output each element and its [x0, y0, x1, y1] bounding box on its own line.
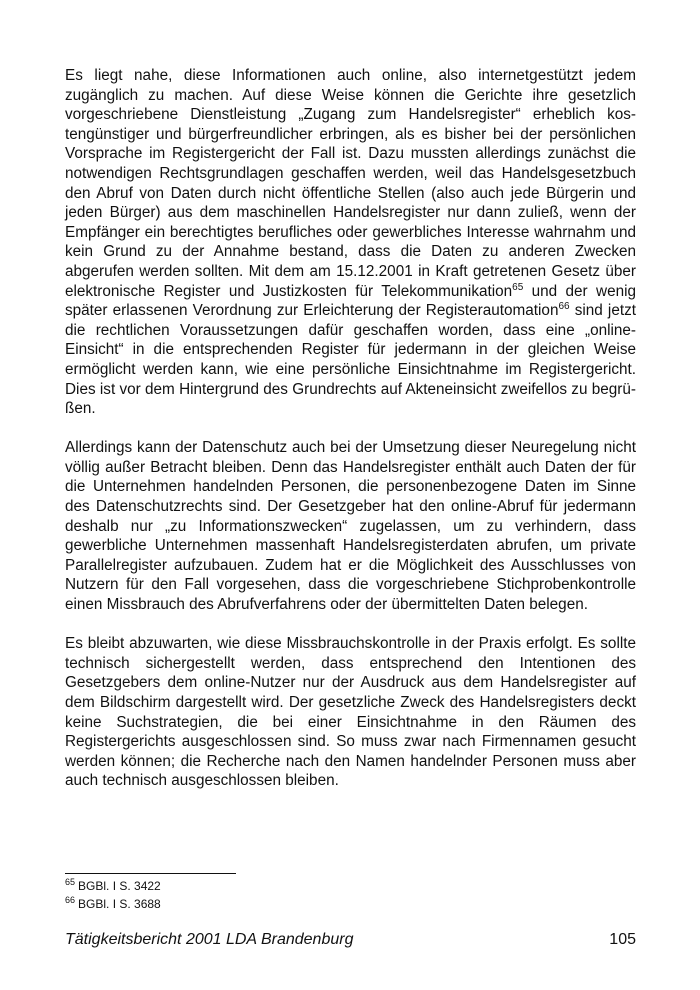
- footnote-ref-65: 65: [512, 281, 524, 293]
- footer-title: Tätigkeitsbericht 2001 LDA Brandenburg: [65, 931, 354, 948]
- footnote-text: BGBl. I S. 3422: [78, 879, 161, 893]
- footnote-number: 65: [65, 877, 76, 887]
- paragraph-1-text-b: und der wenig später erlassenen Verordnung zur Erleichterung der Registerautomation: [65, 282, 636, 320]
- footnote-text: BGBl. I S. 3688: [78, 897, 161, 911]
- paragraph-1-text-a: Es liegt nahe, diese Informationen auch online, also internetgestützt jedem zugänglich zu machen. Auf diese Weise können die Gerichte ihre gesetzlich vorgeschriebene Dienstleistung „Zugang zum Handelsregister“ erheblich kostengünstiger und bürgerfreundlicher erbringen, als es bisher bei der persönlichen Vorsprache im Registergericht der Fall ist. Dazu mussten allerdings zunächst die notwendigen Rechtsgrundlagen geschaffen werden, weil das Handelsgesetzbuch den Abruf von Daten durch nicht öffentliche Stellen (also auch jede Bürgerin und jeden Bürger) aus dem maschinellen Handelsregister nur dann zuließ, wenn der Empfänger ein berechtigtes berufliches oder gewerbliches Interesse wahrnahm und kein Grund zu der Annahme bestand, dass die Daten zu anderen Zwecken abgerufen werden sollten. Mit dem am 15.12.2001 in Kraft getretenen Gesetz über elektronische Register und Justizkosten für Telekommunikation: [65, 67, 636, 300]
- footnote-66: [65, 895, 161, 913]
- footnote-number: 66: [65, 895, 76, 905]
- paragraph-2: Allerdings kann der Datenschutz auch bei der Umsetzung dieser Neuregelung nicht völlig außer Betracht bleiben. Denn das Handelsregister enthält auch Daten der für die Unternehmen handelnden Personen, die personenbezogene Daten im Sinne des Datenschutzrechts sind. Der Gesetzgeber hat den online-Abruf für jedermann deshalb nur „zu Informationszwecken“ zugelassen, um zu verhindern, dass gewerbliche Unternehmen massenhaft Handelsregisterdaten abrufen, um private Parallelregister aufzubauen. Zudem hat er die Möglichkeit des Ausschlusses von Nutzern für den Fall vorgesehen, dass die vorgeschriebene Stichprobenkontrolle einen Missbrauch des Abrufverfahrens oder der übermittelten Daten belegen.: [65, 439, 636, 614]
- page-footer: [65, 930, 636, 950]
- paragraph-1: [65, 66, 636, 419]
- paragraph-3: Es bleibt abzuwarten, wie diese Missbrauchskontrolle in der Praxis erfolgt. Es sollte technisch sichergestellt werden, dass entsprechend den Intentionen des Gesetzgebers dem online-Nutzer nur der Ausdruck aus dem Handelsregister auf dem Bildschirm dargestellt wird. Der gesetzliche Zweck des Handelsregisters deckt keine Suchstrategien, die bei einer Einsichtnahme in den Räumen des Registergerichts ausgeschlossen sind. So muss zwar nach Firmennamen gesucht werden können; die Recherche nach den Namen handelnder Personen muss aber auch technisch ausgeschlossen bleiben.: [65, 635, 636, 790]
- footnote-divider: [65, 873, 236, 874]
- footnote-ref-66: 66: [558, 301, 570, 313]
- body-text: [65, 66, 636, 811]
- footnotes: [65, 877, 161, 913]
- paragraph-1-text-c: sind jetzt die rechtlichen Voraussetzungen dafür geschaffen worden, dass eine „online-Einsicht“ in die entsprechenden Register für jedermann in der gleichen Weise ermöglicht werden kann, wie eine persönliche Einsichtnahme im Registergericht. Dies ist vor dem Hintergrund des Grundrechts auf Akteneinsicht zweifellos zu begrüßen.: [65, 302, 636, 418]
- footnote-65: [65, 877, 161, 895]
- page-number: 105: [609, 931, 636, 948]
